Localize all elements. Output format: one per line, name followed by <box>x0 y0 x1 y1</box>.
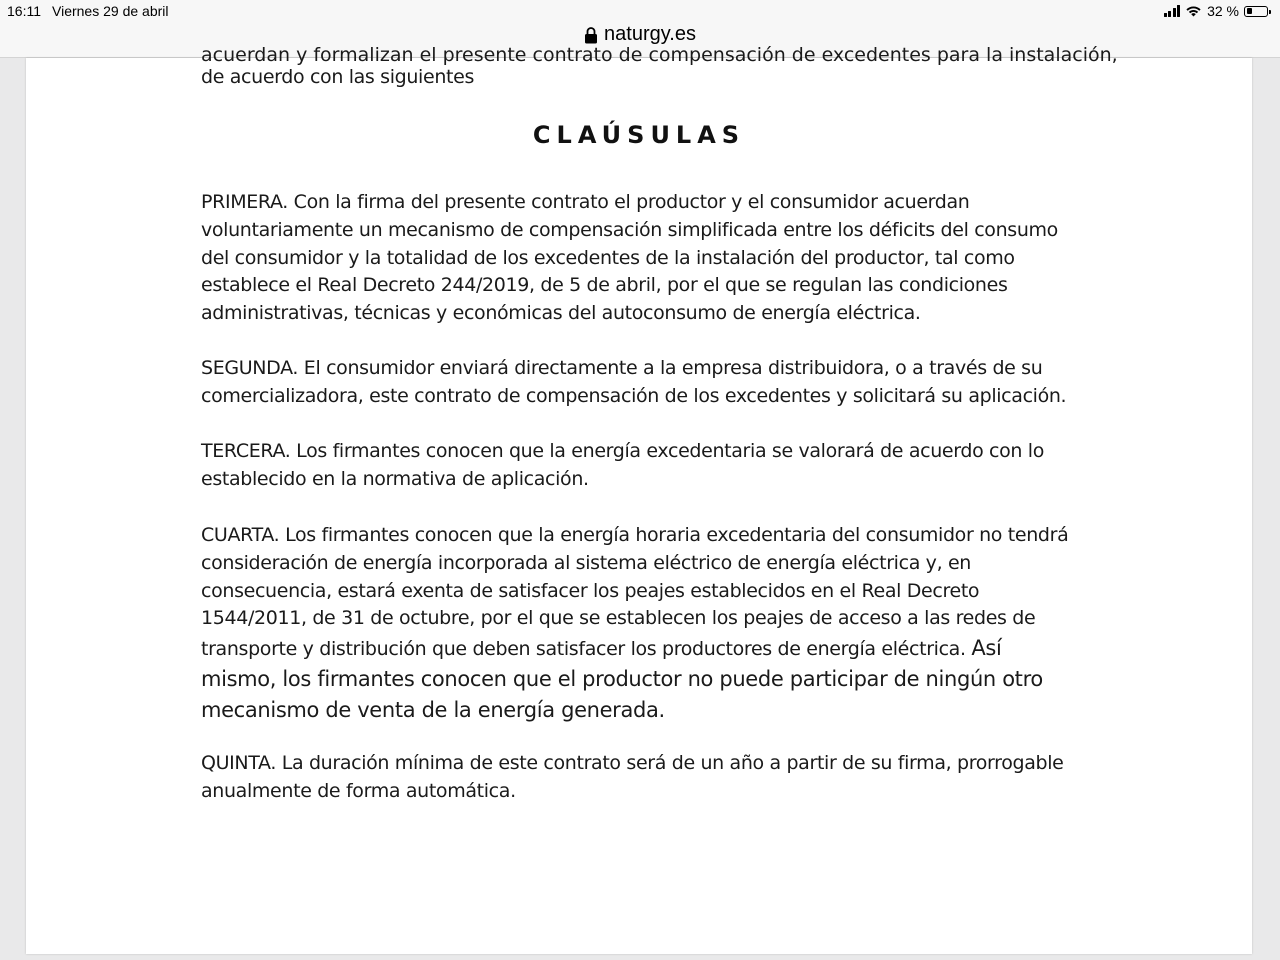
wifi-icon <box>1185 5 1202 17</box>
status-time: 16:11 <box>7 3 41 19</box>
battery-level-fill <box>1247 8 1253 14</box>
cellular-signal-icon <box>1164 5 1181 17</box>
clause-tercera: TERCERA. Los firmantes conocen que la energía excedentaria se valorará de acuerdo con lo establecido en la normativa de aplicación. <box>201 440 1045 490</box>
document-page <box>26 44 1252 954</box>
status-indicators <box>1164 3 1268 19</box>
clauses-heading: CLAÚSULAS <box>532 121 746 149</box>
url-display[interactable] <box>0 23 1280 46</box>
lock-icon <box>584 26 598 44</box>
status-bar <box>0 0 1280 22</box>
battery-icon <box>1244 6 1268 17</box>
clause-segunda: SEGUNDA. El consumidor enviará directamente a la empresa distribuidora, o a través de su comercializadora, este contrato de compensación de los excedentes y solicitará su aplicación. <box>201 357 1067 407</box>
clause-primera: PRIMERA. Con la firma del presente contrato el productor y el consumidor acuerdan voluntariamente un mecanismo de compensación simplificada entre los déficits del consumo del consumidor y la totalidad de los excedentes de la instalación del productor, tal como establece el Real Decreto 244/2019, de 5 de abril, por el que se regulan las condiciones administrativas, técnicas y económicas del autoconsumo de energía eléctrica. <box>201 191 1058 325</box>
document-viewer[interactable] <box>0 44 1280 960</box>
intro-text: de acuerdo con las siguientes <box>201 66 475 88</box>
url-text: naturgy.es <box>604 23 696 45</box>
clause-cuarta: CUARTA. Los firmantes conocen que la energía horaria excedentaria del consumidor no tendrá consideración de energía incorporada al sistema eléctrico de energía eléctrica y, en consecuencia, estará exenta de satisfacer los peajes establecidos en el Real Decreto 1544/2011, de 31 de octubre, por el que se establecen los peajes de acceso a las redes de transporte y distribución que deben satisfacer los productores de energía eléctrica. Así mismo, los firmantes conocen que el productor no puede participar de ningún otro mecanismo de venta de la energía generada. <box>201 524 1069 722</box>
status-date: Viernes 29 de abril <box>52 3 169 19</box>
battery-percent: 32 % <box>1207 3 1239 19</box>
clause-quinta: QUINTA. La duración mínima de este contrato será de un año a partir de su firma, prorrogable anualmente de forma automática. <box>201 752 1064 802</box>
intro-cut-line: acuerdan y formalizan el presente contrato de compensación de excedentes para la instalación, <box>201 44 1118 66</box>
